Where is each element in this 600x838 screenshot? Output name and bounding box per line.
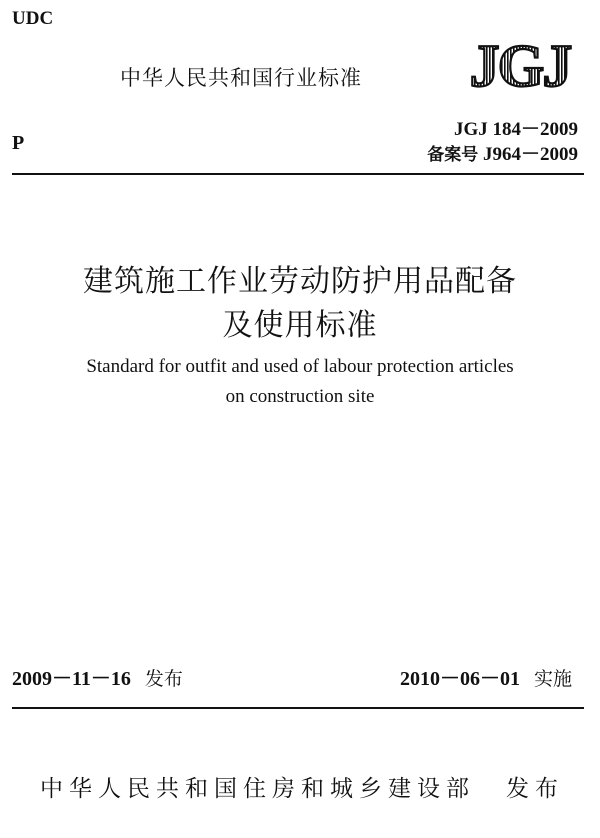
issue-label: 发布 [144, 668, 183, 690]
implement-label: 实施 [533, 668, 572, 690]
issue-date-line [12, 662, 183, 691]
record-number-line [427, 139, 578, 166]
jgj-logo [450, 34, 590, 92]
title-en-line1: Standard for outfit and used of labour protection articles [86, 356, 514, 377]
publisher-action: 发布 [506, 776, 564, 802]
category-code: P [12, 132, 25, 154]
title-en-line2: on construction site [225, 386, 375, 407]
implement-date-line [400, 662, 572, 691]
standard-number: JGJ 184－2009 [453, 119, 578, 140]
record-number: J964－2009 [482, 144, 578, 165]
title-zh-line1: 建筑施工作业劳动防护用品配备 [83, 265, 517, 298]
header-title: 中华人民共和国行业标准 [120, 66, 362, 90]
implement-date: 2010－06－01 [399, 668, 520, 690]
top-rule [12, 173, 584, 175]
record-label: 备案号 [427, 145, 479, 165]
issue-date: 2009－11－16 [12, 668, 131, 690]
publisher: 中华人民共和国住房和城乡建设部 [40, 776, 475, 802]
logo-text: JGJ [469, 34, 571, 92]
bottom-rule [12, 707, 584, 709]
udc-label: UDC [12, 8, 54, 29]
title-zh-line2: 及使用标准 [222, 309, 378, 342]
